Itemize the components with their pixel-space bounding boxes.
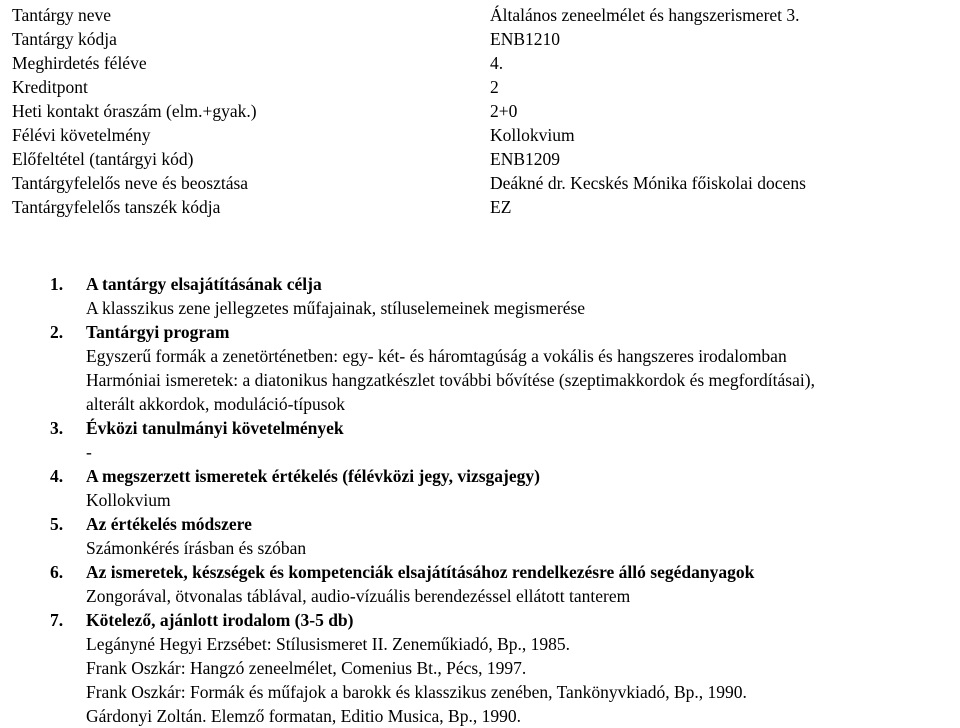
section-number: 5. [50,514,64,534]
section-line: Zongorával, ötvonalas táblával, audio-vízuális berendezéssel ellátott tanterem [86,586,631,606]
section-line: Legányné Hegyi Erzsébet: Stílusismeret II. Zeneműkiadó, Bp., 1985. [86,634,571,654]
row-value: EZ [490,197,512,217]
section-assessment [0,464,960,512]
row-label: Tantárgyfelelős neve és beosztása [12,173,249,193]
section-line: Egyszerű formák a zenetörténetben: egy- két- és háromtagúság a vokális és hangszeres irodalomban [86,346,787,366]
table-row [5,75,955,99]
section-line: Gárdonyi Zoltán. Elemző formatan, Editio Musica, Bp., 1990. [86,706,521,726]
table-row [5,51,955,75]
table-row [5,171,955,195]
row-value: 4. [490,53,504,73]
section-line: Harmóniai ismeretek: a diatonikus hangzatkészlet további bővítése (szeptimakkordok és megfordításai), [86,370,815,390]
section-number: 7. [50,610,64,630]
row-label: Tantárgyfelelős tanszék kódja [12,197,221,217]
row-value: 2 [490,77,499,97]
row-label: Tantárgy kódja [12,29,117,49]
row-value: ENB1209 [490,149,560,169]
section-title: Az értékelés módszere [86,514,252,534]
table-row [5,195,955,219]
row-label: Tantárgy neve [12,5,112,25]
row-value: Általános zeneelmélet és hangszerismeret 3. [490,5,800,25]
section-method [0,512,960,560]
section-number: 6. [50,562,64,582]
row-label: Félévi követelmény [12,125,151,145]
table-row [5,27,955,51]
section-number: 4. [50,466,64,486]
course-sections [0,272,960,728]
section-title: A tantárgy elsajátításának célja [86,274,322,294]
row-label: Meghirdetés féléve [12,53,147,73]
section-line: Frank Oszkár: Hangzó zeneelmélet, Comenius Bt., Pécs, 1997. [86,658,527,678]
section-goal [0,272,960,320]
section-line: Kollokvium [86,490,171,510]
table-row [5,123,955,147]
table-row [5,99,955,123]
table-row [5,147,955,171]
row-label: Heti kontakt óraszám (elm.+gyak.) [12,101,257,121]
section-program [0,320,960,416]
section-line: A klasszikus zene jellegzetes műfajainak, stíluselemeinek megismerése [86,298,586,318]
section-title: Az ismeretek, készségek és kompetenciák elsajátításához rendelkezésre álló segédanyagok [86,562,755,582]
section-title: Tantárgyi program [86,322,230,342]
section-number: 3. [50,418,64,438]
row-label: Előfeltétel (tantárgyi kód) [12,149,194,169]
table-row [5,3,955,27]
row-label: Kreditpont [12,77,88,97]
section-materials [0,560,960,608]
section-line: Számonkérés írásban és szóban [86,538,307,558]
row-value: Deákné dr. Kecskés Mónika főiskolai docens [490,173,806,193]
row-value: 2+0 [490,101,518,121]
section-line: Frank Oszkár: Formák és műfajok a barokk és klasszikus zenében, Tankönyvkiadó, Bp., 1990. [86,682,747,702]
section-number: 2. [50,322,64,342]
section-line: alterált akkordok, moduláció-típusok [86,394,346,414]
course-info-table [5,3,955,219]
section-title: Évközi tanulmányi követelmények [86,418,344,438]
section-title: Kötelező, ajánlott irodalom (3-5 db) [86,610,354,630]
row-value: ENB1210 [490,29,560,49]
section-literature [0,608,960,728]
section-title: A megszerzett ismeretek értékelés (félévközi jegy, vizsgajegy) [86,466,540,486]
section-line: - [86,442,92,462]
section-number: 1. [50,274,64,294]
row-value: Kollokvium [490,125,575,145]
section-requirements [0,416,960,464]
